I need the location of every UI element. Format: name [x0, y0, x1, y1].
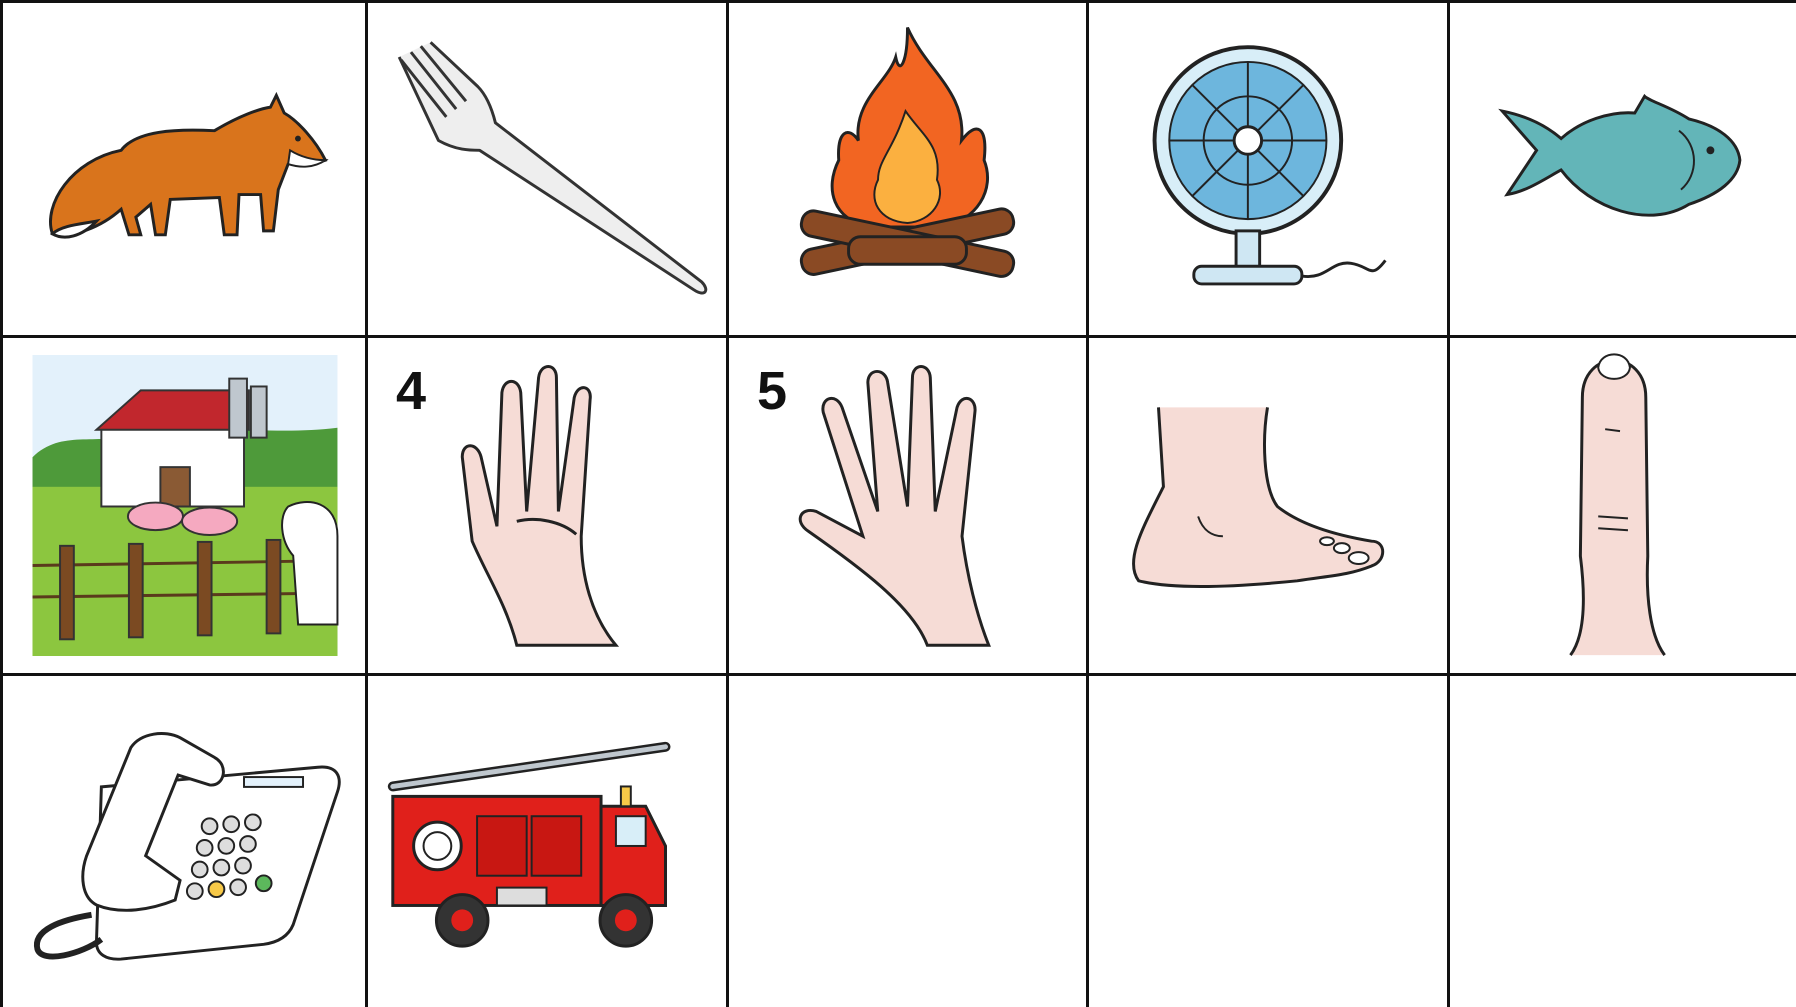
- farm-icon: [3, 338, 365, 673]
- cell-farm[interactable]: [0, 338, 368, 676]
- number-label: 5: [757, 361, 788, 421]
- cell-empty-2[interactable]: [1089, 676, 1450, 1007]
- campfire-icon: [729, 3, 1086, 335]
- fork-icon: [368, 3, 726, 335]
- cell-electric-fan[interactable]: [1089, 0, 1450, 338]
- fire-truck-icon: [368, 676, 726, 1007]
- cell-hand-four[interactable]: [368, 338, 729, 676]
- hand-four-icon: [368, 338, 726, 673]
- cell-empty-3[interactable]: [1450, 676, 1796, 1007]
- cell-hand-five[interactable]: [729, 338, 1089, 676]
- fox-icon: [3, 3, 365, 335]
- finger-icon: [1450, 338, 1796, 673]
- cell-foot[interactable]: [1089, 338, 1450, 676]
- cell-empty-1[interactable]: [729, 676, 1089, 1007]
- cell-finger[interactable]: [1450, 338, 1796, 676]
- number-label: 4: [396, 361, 427, 421]
- cell-telephone[interactable]: [0, 676, 368, 1007]
- foot-icon: [1089, 338, 1447, 673]
- fish-icon: [1450, 3, 1796, 335]
- cell-fork[interactable]: [368, 0, 729, 338]
- electric-fan-icon: [1089, 3, 1447, 335]
- cell-campfire[interactable]: [729, 0, 1089, 338]
- cell-fish[interactable]: [1450, 0, 1796, 338]
- cell-fire-truck[interactable]: [368, 676, 729, 1007]
- cell-fox[interactable]: [0, 0, 368, 338]
- telephone-icon: [3, 676, 365, 1007]
- hand-five-icon: [729, 338, 1086, 673]
